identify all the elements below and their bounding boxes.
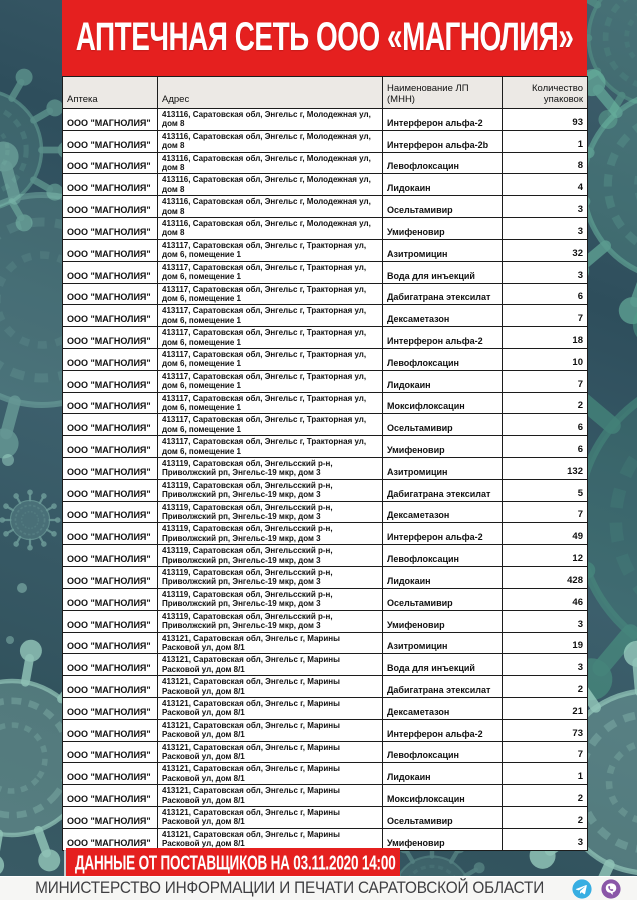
pharmacy-table xyxy=(62,76,588,851)
quantity-cell: 46 xyxy=(503,588,588,610)
pharmacy-cell: ООО "МАГНОЛИЯ" xyxy=(63,239,158,261)
address-cell: 413121, Саратовская обл, Энгельс г, Марины Расковой ул, дом 8/1 xyxy=(158,632,383,654)
drug-name-cell: Вода для инъекций xyxy=(383,654,503,676)
table-row xyxy=(63,654,588,676)
pharmacy-cell: ООО "МАГНОЛИЯ" xyxy=(63,654,158,676)
address-cell: 413117, Саратовская обл, Энгельс г, Тракторная ул, дом 6, помещение 1 xyxy=(158,370,383,392)
quantity-cell: 10 xyxy=(503,348,588,370)
pharmacy-cell: ООО "МАГНОЛИЯ" xyxy=(63,370,158,392)
drug-name-cell: Лидокаин xyxy=(383,567,503,589)
drug-name-cell: Умифеновир xyxy=(383,436,503,458)
table-row xyxy=(63,697,588,719)
drug-name-cell: Вода для инъекций xyxy=(383,261,503,283)
quantity-cell: 1 xyxy=(503,130,588,152)
pharmacy-cell: ООО "МАГНОЛИЯ" xyxy=(63,697,158,719)
pharmacy-cell: ООО "МАГНОЛИЯ" xyxy=(63,261,158,283)
address-cell: 413116, Саратовская обл, Энгельс г, Молодежная ул, дом 8 xyxy=(158,196,383,218)
address-cell: 413117, Саратовская обл, Энгельс г, Тракторная ул, дом 6, помещение 1 xyxy=(158,283,383,305)
table-row xyxy=(63,370,588,392)
table-row xyxy=(63,632,588,654)
quantity-cell: 3 xyxy=(503,610,588,632)
ministry-title: МИНИСТЕРСТВО ИНФОРМАЦИИ И ПЕЧАТИ САРАТОВСКОЙ ОБЛАСТИ xyxy=(35,879,544,897)
address-cell: 413117, Саратовская обл, Энгельс г, Тракторная ул, дом 6, помещение 1 xyxy=(158,305,383,327)
address-cell: 413117, Саратовская обл, Энгельс г, Тракторная ул, дом 6, помещение 1 xyxy=(158,436,383,458)
address-cell: 413121, Саратовская обл, Энгельс г, Марины Расковой ул, дом 8/1 xyxy=(158,676,383,698)
pharmacy-cell: ООО "МАГНОЛИЯ" xyxy=(63,174,158,196)
drug-name-cell: Интерферон альфа-2b xyxy=(383,130,503,152)
pharmacy-cell: ООО "МАГНОЛИЯ" xyxy=(63,109,158,131)
pharmacy-cell: ООО "МАГНОЛИЯ" xyxy=(63,130,158,152)
pharmacy-cell: ООО "МАГНОЛИЯ" xyxy=(63,196,158,218)
quantity-cell: 3 xyxy=(503,196,588,218)
quantity-cell: 132 xyxy=(503,458,588,480)
drug-name-cell: Левофлоксацин xyxy=(383,545,503,567)
pharmacy-cell: ООО "МАГНОЛИЯ" xyxy=(63,763,158,785)
quantity-cell: 7 xyxy=(503,741,588,763)
drug-name-cell: Левофлоксацин xyxy=(383,348,503,370)
address-cell: 413121, Саратовская обл, Энгельс г, Марины Расковой ул, дом 8/1 xyxy=(158,697,383,719)
drug-name-cell: Умифеновир xyxy=(383,828,503,850)
address-cell: 413121, Саратовская обл, Энгельс г, Марины Расковой ул, дом 8/1 xyxy=(158,785,383,807)
drug-name-cell: Лидокаин xyxy=(383,763,503,785)
telegram-icon[interactable] xyxy=(572,879,592,899)
quantity-cell: 2 xyxy=(503,392,588,414)
col-header-drug: Наименование ЛП (МНН) xyxy=(383,77,503,109)
drug-name-cell: Лидокаин xyxy=(383,370,503,392)
table-row xyxy=(63,828,588,850)
table-row xyxy=(63,196,588,218)
quantity-cell: 3 xyxy=(503,218,588,240)
table-row xyxy=(63,523,588,545)
pharmacy-cell: ООО "МАГНОЛИЯ" xyxy=(63,785,158,807)
pharmacy-cell: ООО "МАГНОЛИЯ" xyxy=(63,828,158,850)
table-row xyxy=(63,436,588,458)
quantity-cell: 3 xyxy=(503,261,588,283)
table-row xyxy=(63,305,588,327)
header-row xyxy=(63,77,588,109)
address-cell: 413117, Саратовская обл, Энгельс г, Тракторная ул, дом 6, помещение 1 xyxy=(158,392,383,414)
table-row xyxy=(63,348,588,370)
table-header xyxy=(63,77,588,109)
pharmacy-cell: ООО "МАГНОЛИЯ" xyxy=(63,283,158,305)
quantity-cell: 19 xyxy=(503,632,588,654)
address-cell: 413119, Саратовская обл, Энгельсский р-н, Приволжский рп, Энгельс-19 мкр, дом 3 xyxy=(158,610,383,632)
pharmacy-cell: ООО "МАГНОЛИЯ" xyxy=(63,305,158,327)
address-cell: 413119, Саратовская обл, Энгельсский р-н, Приволжский рп, Энгельс-19 мкр, дом 3 xyxy=(158,567,383,589)
address-cell: 413121, Саратовская обл, Энгельс г, Марины Расковой ул, дом 8/1 xyxy=(158,719,383,741)
table-row xyxy=(63,174,588,196)
address-cell: 413116, Саратовская обл, Энгельс г, Молодежная ул, дом 8 xyxy=(158,218,383,240)
quantity-cell: 6 xyxy=(503,436,588,458)
quantity-cell: 7 xyxy=(503,305,588,327)
quantity-cell: 49 xyxy=(503,523,588,545)
quantity-cell: 2 xyxy=(503,785,588,807)
table-row xyxy=(63,741,588,763)
quantity-cell: 6 xyxy=(503,414,588,436)
col-header-qty: Количество упаковок xyxy=(503,77,588,109)
table-row xyxy=(63,239,588,261)
address-cell: 413117, Саратовская обл, Энгельс г, Тракторная ул, дом 6, помещение 1 xyxy=(158,327,383,349)
quantity-cell: 18 xyxy=(503,327,588,349)
pharmacy-cell: ООО "МАГНОЛИЯ" xyxy=(63,632,158,654)
quantity-cell: 2 xyxy=(503,807,588,829)
table-row xyxy=(63,152,588,174)
table-row xyxy=(63,392,588,414)
pharmacy-cell: ООО "МАГНОЛИЯ" xyxy=(63,567,158,589)
drug-name-cell: Дексаметазон xyxy=(383,697,503,719)
quantity-cell: 93 xyxy=(503,109,588,131)
address-cell: 413116, Саратовская обл, Энгельс г, Молодежная ул, дом 8 xyxy=(158,130,383,152)
pharmacy-cell: ООО "МАГНОЛИЯ" xyxy=(63,545,158,567)
address-cell: 413117, Саратовская обл, Энгельс г, Тракторная ул, дом 6, помещение 1 xyxy=(158,414,383,436)
drug-name-cell: Левофлоксацин xyxy=(383,152,503,174)
table-row xyxy=(63,785,588,807)
drug-name-cell: Осельтамивир xyxy=(383,196,503,218)
page-title: АПТЕЧНАЯ СЕТЬ ООО «МАГНОЛИЯ» xyxy=(75,15,574,60)
ministry-footer xyxy=(0,876,637,900)
table-row xyxy=(63,261,588,283)
quantity-cell: 73 xyxy=(503,719,588,741)
address-cell: 413121, Саратовская обл, Энгельс г, Марины Расковой ул, дом 8/1 xyxy=(158,828,383,850)
pharmacy-cell: ООО "МАГНОЛИЯ" xyxy=(63,523,158,545)
table-row xyxy=(63,588,588,610)
pharmacy-cell: ООО "МАГНОЛИЯ" xyxy=(63,414,158,436)
pharmacy-cell: ООО "МАГНОЛИЯ" xyxy=(63,676,158,698)
viber-icon[interactable] xyxy=(601,879,621,899)
address-cell: 413116, Саратовская обл, Энгельс г, Молодежная ул, дом 8 xyxy=(158,109,383,131)
drug-name-cell: Левофлоксацин xyxy=(383,741,503,763)
drug-name-cell: Азитромицин xyxy=(383,239,503,261)
quantity-cell: 12 xyxy=(503,545,588,567)
drug-name-cell: Азитромицин xyxy=(383,458,503,480)
quantity-cell: 21 xyxy=(503,697,588,719)
drug-name-cell: Дабигатрана этексилат xyxy=(383,676,503,698)
pharmacy-cell: ООО "МАГНОЛИЯ" xyxy=(63,152,158,174)
pharmacy-cell: ООО "МАГНОЛИЯ" xyxy=(63,479,158,501)
drug-name-cell: Умифеновир xyxy=(383,218,503,240)
address-cell: 413117, Саратовская обл, Энгельс г, Тракторная ул, дом 6, помещение 1 xyxy=(158,239,383,261)
table-row xyxy=(63,414,588,436)
drug-name-cell: Дексаметазон xyxy=(383,501,503,523)
drug-name-cell: Азитромицин xyxy=(383,632,503,654)
pharmacy-cell: ООО "МАГНОЛИЯ" xyxy=(63,610,158,632)
table-row xyxy=(63,501,588,523)
table-row xyxy=(63,218,588,240)
drug-name-cell: Интерферон альфа-2 xyxy=(383,327,503,349)
quantity-cell: 6 xyxy=(503,283,588,305)
pharmacy-cell: ООО "МАГНОЛИЯ" xyxy=(63,392,158,414)
address-cell: 413121, Саратовская обл, Энгельс г, Марины Расковой ул, дом 8/1 xyxy=(158,654,383,676)
data-date-text: ДАННЫЕ ОТ ПОСТАВЩИКОВ НА 03.11.2020 14:00 xyxy=(75,851,396,875)
table-row xyxy=(63,458,588,480)
address-cell: 413117, Саратовская обл, Энгельс г, Тракторная ул, дом 6, помещение 1 xyxy=(158,348,383,370)
table-row xyxy=(63,109,588,131)
table-body xyxy=(63,109,588,851)
quantity-cell: 2 xyxy=(503,676,588,698)
quantity-cell: 428 xyxy=(503,567,588,589)
drug-name-cell: Моксифлоксацин xyxy=(383,785,503,807)
col-header-address: Адрес xyxy=(158,77,383,109)
address-cell: 413119, Саратовская обл, Энгельсский р-н, Приволжский рп, Энгельс-19 мкр, дом 3 xyxy=(158,501,383,523)
address-cell: 413119, Саратовская обл, Энгельсский р-н, Приволжский рп, Энгельс-19 мкр, дом 3 xyxy=(158,479,383,501)
address-cell: 413116, Саратовская обл, Энгельс г, Молодежная ул, дом 8 xyxy=(158,152,383,174)
pharmacy-cell: ООО "МАГНОЛИЯ" xyxy=(63,436,158,458)
drug-name-cell: Осельтамивир xyxy=(383,414,503,436)
table-row xyxy=(63,545,588,567)
address-cell: 413119, Саратовская обл, Энгельсский р-н, Приволжский рп, Энгельс-19 мкр, дом 3 xyxy=(158,545,383,567)
title-banner xyxy=(62,0,587,76)
address-cell: 413117, Саратовская обл, Энгельс г, Тракторная ул, дом 6, помещение 1 xyxy=(158,261,383,283)
table-row xyxy=(63,479,588,501)
address-cell: 413119, Саратовская обл, Энгельсский р-н, Приволжский рп, Энгельс-19 мкр, дом 3 xyxy=(158,588,383,610)
table-row xyxy=(63,610,588,632)
table-row xyxy=(63,327,588,349)
quantity-cell: 7 xyxy=(503,370,588,392)
pharmacy-cell: ООО "МАГНОЛИЯ" xyxy=(63,458,158,480)
drug-name-cell: Лидокаин xyxy=(383,174,503,196)
data-date-banner xyxy=(66,848,400,878)
table-row xyxy=(63,130,588,152)
drug-name-cell: Осельтамивир xyxy=(383,807,503,829)
quantity-cell: 5 xyxy=(503,479,588,501)
drug-name-cell: Дабигатрана этексилат xyxy=(383,479,503,501)
drug-name-cell: Интерферон альфа-2 xyxy=(383,719,503,741)
pharmacy-cell: ООО "МАГНОЛИЯ" xyxy=(63,719,158,741)
drug-name-cell: Дексаметазон xyxy=(383,305,503,327)
quantity-cell: 8 xyxy=(503,152,588,174)
address-cell: 413121, Саратовская обл, Энгельс г, Марины Расковой ул, дом 8/1 xyxy=(158,741,383,763)
drug-name-cell: Интерферон альфа-2 xyxy=(383,109,503,131)
pharmacy-cell: ООО "МАГНОЛИЯ" xyxy=(63,501,158,523)
address-cell: 413119, Саратовская обл, Энгельсский р-н, Приволжский рп, Энгельс-19 мкр, дом 3 xyxy=(158,523,383,545)
address-cell: 413121, Саратовская обл, Энгельс г, Марины Расковой ул, дом 8/1 xyxy=(158,763,383,785)
drug-name-cell: Моксифлоксацин xyxy=(383,392,503,414)
pharmacy-cell: ООО "МАГНОЛИЯ" xyxy=(63,588,158,610)
table-row xyxy=(63,807,588,829)
table-row xyxy=(63,719,588,741)
quantity-cell: 3 xyxy=(503,654,588,676)
drug-name-cell: Дабигатрана этексилат xyxy=(383,283,503,305)
quantity-cell: 7 xyxy=(503,501,588,523)
table-row xyxy=(63,763,588,785)
quantity-cell: 1 xyxy=(503,763,588,785)
drug-name-cell: Интерферон альфа-2 xyxy=(383,523,503,545)
table-container xyxy=(62,76,587,851)
drug-name-cell: Умифеновир xyxy=(383,610,503,632)
pharmacy-cell: ООО "МАГНОЛИЯ" xyxy=(63,807,158,829)
pharmacy-cell: ООО "МАГНОЛИЯ" xyxy=(63,327,158,349)
address-cell: 413119, Саратовская обл, Энгельсский р-н, Приволжский рп, Энгельс-19 мкр, дом 3 xyxy=(158,458,383,480)
pharmacy-cell: ООО "МАГНОЛИЯ" xyxy=(63,348,158,370)
pharmacy-cell: ООО "МАГНОЛИЯ" xyxy=(63,741,158,763)
table-row xyxy=(63,567,588,589)
col-header-pharmacy: Аптека xyxy=(63,77,158,109)
pharmacy-cell: ООО "МАГНОЛИЯ" xyxy=(63,218,158,240)
table-row xyxy=(63,676,588,698)
quantity-cell: 3 xyxy=(503,828,588,850)
address-cell: 413116, Саратовская обл, Энгельс г, Молодежная ул, дом 8 xyxy=(158,174,383,196)
quantity-cell: 32 xyxy=(503,239,588,261)
address-cell: 413121, Саратовская обл, Энгельс г, Марины Расковой ул, дом 8/1 xyxy=(158,807,383,829)
quantity-cell: 4 xyxy=(503,174,588,196)
table-row xyxy=(63,283,588,305)
drug-name-cell: Осельтамивир xyxy=(383,588,503,610)
